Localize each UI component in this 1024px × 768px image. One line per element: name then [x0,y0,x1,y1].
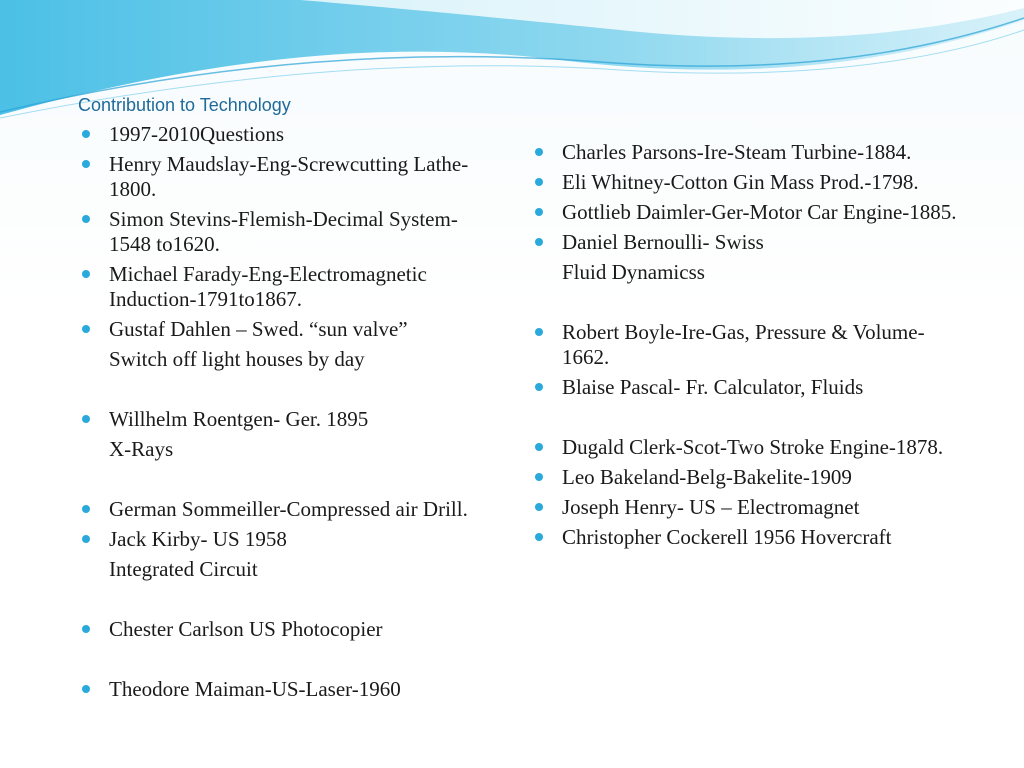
bullet-icon [535,208,543,216]
list-item-text: Michael Farady-Eng-Electromagnetic Induction-1791to1867. [109,262,427,311]
spacer [78,587,498,617]
list-item [78,262,498,312]
list-item [78,207,498,257]
bullet-icon [535,328,543,336]
list-item-text: Theodore Maiman-US-Laser-1960 [109,677,401,701]
list-item [78,407,498,432]
list-item-text: Jack Kirby- US 1958 [109,527,287,551]
bullet-icon [535,443,543,451]
list-item-text: Switch off light houses by day [109,347,365,371]
spacer [78,467,498,497]
list-item-text: Willhelm Roentgen- Ger. 1895 [109,407,369,431]
bullet-icon [535,148,543,156]
list-item-text: Dugald Clerk-Scot-Two Stroke Engine-1878. [562,435,944,459]
list-item-text: Robert Boyle-Ire-Gas, Pressure & Volume-1662. [562,320,925,369]
spacer [78,647,498,677]
spacer [531,405,971,435]
list-item-continuation [78,347,498,372]
list-item-text: X-Rays [109,437,174,461]
list-item-text: Gustaf Dahlen – Swed. “sun valve” [109,317,408,341]
list-item [78,122,498,147]
list-item [531,230,971,255]
list-item-text: Henry Maudslay-Eng-Screwcutting Lathe-1800. [109,152,469,201]
list-item [78,677,498,702]
list-item-text: Charles Parsons-Ire-Steam Turbine-1884. [562,140,912,164]
list-item-text: Joseph Henry- US – Electromagnet [562,495,860,519]
spacer [78,377,498,407]
bullet-icon [82,160,90,168]
bullet-icon [82,325,90,333]
list-item-text: Fluid Dynamicss [562,260,705,284]
list-item-text: Leo Bakeland-Belg-Bakelite-1909 [562,465,852,489]
list-item [531,170,971,195]
list-item-continuation [531,260,971,285]
list-item [531,495,971,520]
slide-title: Contribution to Technology [78,95,291,115]
list-item [78,152,498,202]
list-item-continuation [78,557,498,582]
bullet-icon [82,130,90,138]
bullet-icon [82,415,90,423]
list-item [531,435,971,460]
bullet-icon [82,505,90,513]
list-item [78,617,498,642]
bullet-icon [535,503,543,511]
list-item [78,497,498,522]
bullet-icon [82,685,90,693]
bullet-icon [82,215,90,223]
list-item-text: Eli Whitney-Cotton Gin Mass Prod.-1798. [562,170,919,194]
list-item [78,317,498,342]
list-item-text: 1997-2010Questions [109,122,284,146]
bullet-icon [82,625,90,633]
list-item [531,140,971,165]
bullet-icon [82,270,90,278]
bullet-icon [535,473,543,481]
list-item [78,527,498,552]
list-item-text: Daniel Bernoulli- Swiss [562,230,764,254]
list-item-continuation [78,437,498,462]
left-bullet-list [78,122,498,707]
list-item [531,375,971,400]
bullet-icon [535,383,543,391]
bullet-icon [82,535,90,543]
bullet-icon [535,533,543,541]
list-item-text: German Sommeiller-Compressed air Drill. [109,497,468,521]
bullet-icon [535,178,543,186]
list-item-text: Gottlieb Daimler-Ger-Motor Car Engine-1885. [562,200,957,224]
list-item [531,320,971,370]
list-item [531,525,971,550]
list-item-text: Christopher Cockerell 1956 Hovercraft [562,525,892,549]
list-item [531,465,971,490]
bullet-icon [535,238,543,246]
list-item-text: Blaise Pascal- Fr. Calculator, Fluids [562,375,864,399]
list-item-text: Chester Carlson US Photocopier [109,617,383,641]
list-item-text: Simon Stevins-Flemish-Decimal System-1548 to1620. [109,207,458,256]
spacer [531,290,971,320]
list-item [531,200,971,225]
list-item-text: Integrated Circuit [109,557,258,581]
right-bullet-list [531,140,971,555]
